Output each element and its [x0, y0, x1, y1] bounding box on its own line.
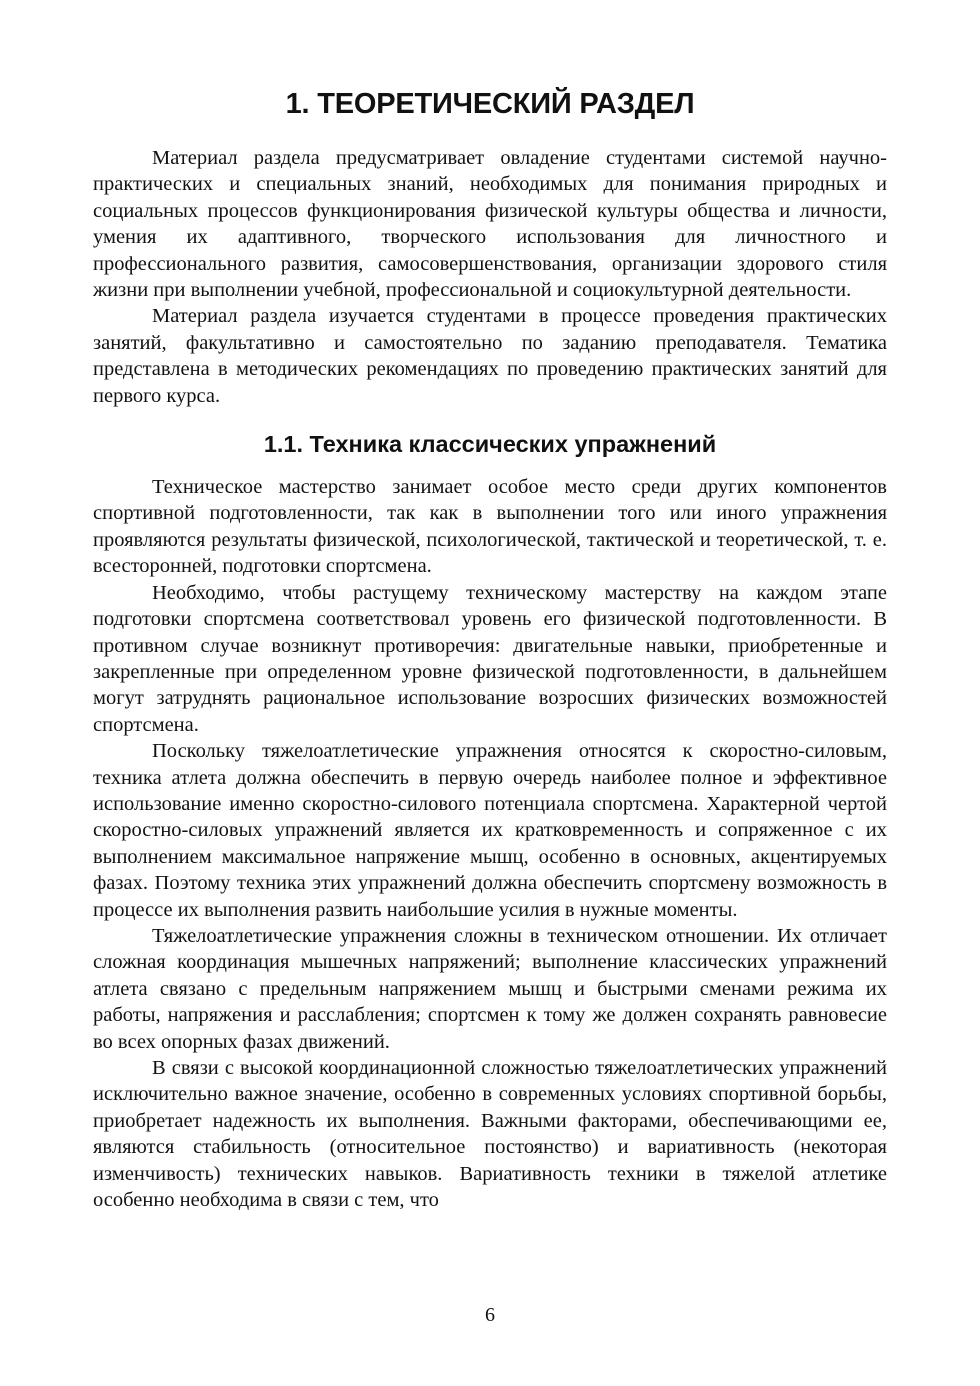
section-paragraph-2: Материал раздела изучается студентами в процессе проведения практических занятий, факультативно и самостоятельно по заданию преподавателя. Тематика представлена в методических рекомендациях по проведению практических занятий для первого курса. [93, 305, 887, 407]
subsection-paragraph-2: Необходимо, чтобы растущему техническому мастерству на каждом этапе подготовки спортсмена соответствовал уровень его физической подготовленности. В противном случае возникнут противоречия: двигательные навыки, приобретенные и закрепленные при определенном уровне физической подготовленности, в дальнейшем могут затруднять рациональное использование возросших физических возможностей спортсмена. [93, 581, 887, 736]
subsection-paragraph-4: Тяжелоатлетические упражнения сложны в техническом отношении. Их отличает сложная координация мышечных напряжений; выполнение классических упражнений атлета связано с предельным напряжением мышц и быстрыми сменами режима их работы, напряжения и расслабления; спортсмен к тому же должен сохранять равновесие во всех опорных фазах движений. [93, 924, 887, 1053]
subsection-title: 1.1. Техника классических упражнений [263, 431, 717, 458]
page-number: 6 [485, 1304, 495, 1326]
subsection-paragraph-3: Поскольку тяжелоатлетические упражнения относятся к скоростно-силовым, техника атлета должна обеспечить в первую очередь наиболее полное и эффективное использование именно скоростно-силового потенциала спортсмена. Характерной чертой скоростно-силовых упражнений является их кратковременность и сопряженное с их выполнением максимальное напряжение мышц, особенно в основных, акцентируемых фазах. Поэтому техника этих упражнений должна обеспечить спортсмену возможность в процессе их выполнения развить наибольшие усилия в нужные моменты. [93, 740, 887, 921]
section-title: 1. ТЕОРЕТИЧЕСКИЙ РАЗДЕЛ [285, 88, 695, 120]
section-paragraph-1: Материал раздела предусматривает овладение студентами системой научно-практических и специальных знаний, необходимых для понимания природных и социальных процессов функционирования физической культуры общества и личности, умения их адаптивного, творческого использования для личностного и профессионального развития, самосовершенствования, организации здорового стиля жизни при выполнении учебной, профессиональной и социокультурной деятельности. [93, 147, 887, 302]
document-page [93, 86, 887, 1213]
subsection-paragraph-1: Техническое мастерство занимает особое место среди других компонентов спортивной подготовленности, так как в выполнении того или иного упражнения проявляются результаты физической, психологической, тактической и теоретической, т. е. всесторонней, подготовки спортсмена. [93, 476, 887, 578]
subsection-paragraph-5: В связи с высокой координационной сложностью тяжелоатлетических упражнений исключительно важное значение, особенно в современных условиях спортивной борьбы, приобретает надежность их выполнения. Важными факторами, обеспечивающими ее, являются стабильность (относительное постоянство) и вариативность (некоторая изменчивость) технических навыков. Вариативность техники в тяжелой атлетике особенно необходима в связи с тем, что [93, 1057, 887, 1212]
